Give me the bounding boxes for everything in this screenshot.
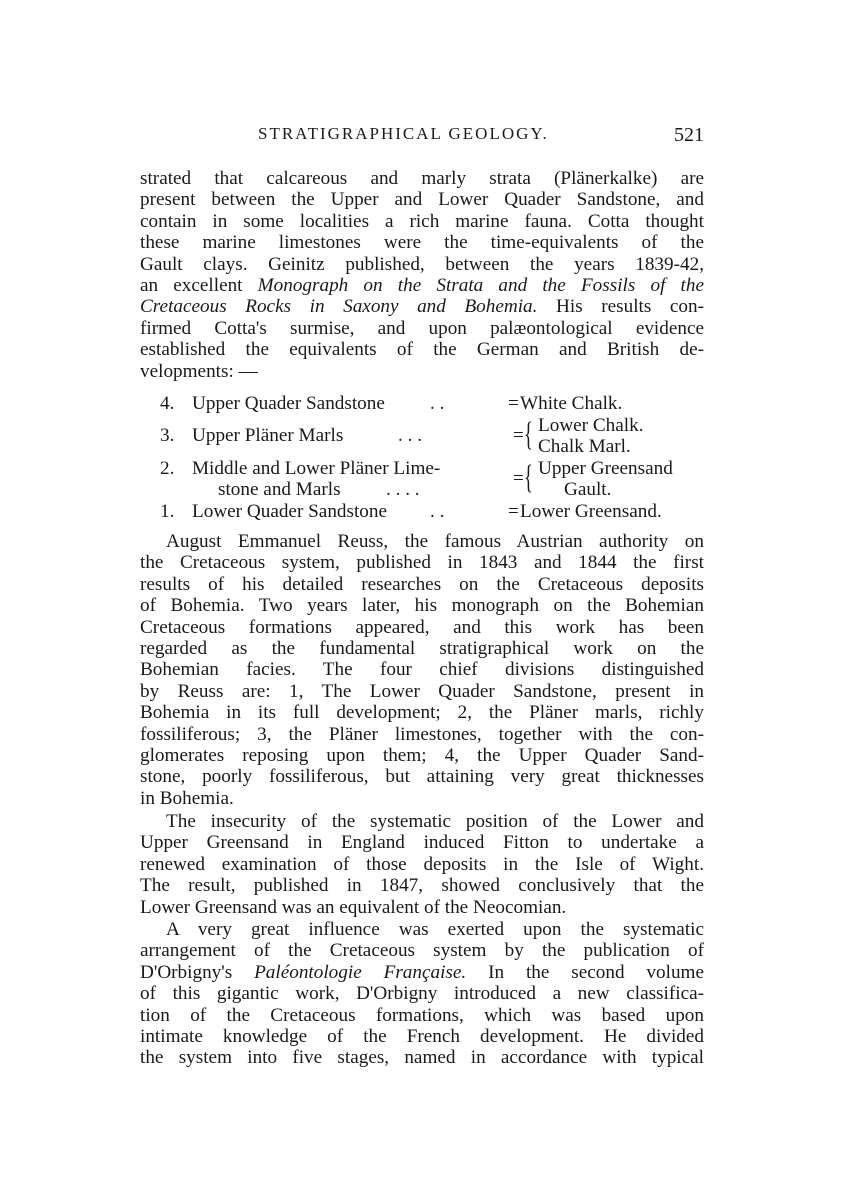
paragraph-4 [140, 919, 704, 1069]
text-line: Cretaceous formations appeared, and this work has been [140, 616, 704, 638]
text-line: the system into five stages, named in accordance with typical [140, 1047, 704, 1069]
table-row [160, 458, 704, 501]
row-number: 3. [160, 424, 175, 446]
text-line: velopments: — [140, 360, 258, 382]
text-run: D'Orbigny's [140, 961, 255, 983]
text-line: fossiliferous; 3, the Pläner limestones, together with the con- [140, 723, 704, 745]
table-row [160, 415, 704, 458]
text-line: firmed Cotta's surmise, and upon palæontological evidence [140, 317, 704, 339]
text-line: strated that calcareous and marly strata (Plänerkalke) are [140, 168, 704, 189]
paragraph-1 [140, 168, 704, 382]
page-number: 521 [674, 124, 704, 146]
german-division: Lower Quader Sandstone [192, 500, 388, 522]
british-equivalent: Gault. [564, 478, 612, 500]
equals-sign: = [513, 424, 524, 446]
text-line: glomerates reposing upon them; 4, the Upper Quader Sand- [140, 744, 704, 766]
text-run: In the second volume [466, 961, 704, 983]
text-line: by Reuss are: 1, The Lower Quader Sandstone, present in [140, 680, 704, 702]
row-number: 1. [160, 500, 175, 522]
british-equivalent: Upper Greensand [538, 457, 673, 479]
text-line: Upper Greensand in England induced Fitton to undertake a [140, 832, 704, 854]
text-line: present between the Upper and Lower Quader Sandstone, and [140, 189, 704, 211]
text-line: established the equivalents of the German and British de- [140, 339, 704, 361]
text-line: Bohemia in its full development; 2, the Pläner marls, richly [140, 702, 704, 724]
book-title-italic: Cretaceous Rocks in Saxony and Bohemia. [140, 296, 538, 318]
text-line: arrangement of the Cretaceous system by the publication of [140, 940, 704, 962]
row-number: 2. [160, 457, 175, 479]
text-line: intimate knowledge of the French development. He divided [140, 1025, 704, 1047]
text-line: Gault clays. Geinitz published, between the years 1839-42, [140, 253, 704, 275]
book-title-italic: Paléontologie Française. [254, 961, 467, 983]
page-header [140, 124, 704, 150]
text-line: A very great influence was exerted upon the systematic [166, 919, 704, 940]
text-line: contain in some localities a rich marine fauna. Cotta thought [140, 210, 704, 232]
leader-dots: . . [430, 500, 445, 522]
text-line: of Bohemia. Two years later, his monograph on the Bohemian [140, 595, 704, 617]
text-line: tion of the Cretaceous formations, which was based upon [140, 1004, 704, 1026]
text-line [140, 296, 704, 317]
text-line: results of his detailed researches on the Cretaceous deposits [140, 573, 704, 595]
german-division: stone and Marls [218, 478, 341, 500]
text-line: The result, published in 1847, showed conclusively that the [140, 875, 704, 897]
running-title: STRATIGRAPHICAL GEOLOGY. [258, 124, 549, 143]
equals-sign: = [508, 393, 519, 414]
brace-symbol: { [524, 415, 533, 453]
text-line [140, 962, 704, 983]
text-line: the Cretaceous system, published in 1843 and 1844 the first [140, 552, 704, 574]
leader-dots: . . . [398, 424, 422, 446]
text-line: stone, poorly fossiliferous, but attaining very great thicknesses [140, 766, 704, 788]
equals-sign: = [513, 467, 524, 489]
german-division: Middle and Lower Pläner Lime- [192, 457, 441, 479]
british-equivalent: Chalk Marl. [538, 435, 631, 457]
paragraph-3 [140, 811, 704, 918]
german-division: Upper Quader Sandstone [192, 393, 385, 414]
text-line: Lower Greensand was an equivalent of the Neocomian. [140, 896, 567, 918]
text-line: these marine limestones were the time-equivalents of the [140, 232, 704, 254]
table-row [160, 501, 704, 523]
text-line: renewed examination of those deposits in the Isle of Wight. [140, 853, 704, 875]
british-equivalent: White Chalk. [520, 393, 623, 414]
text-run: His results con- [537, 296, 704, 318]
text-line: The insecurity of the systematic position of the Lower and [166, 811, 704, 832]
leader-dots: . . . . [386, 478, 420, 500]
british-equivalent: Lower Greensand. [520, 500, 662, 522]
text-line: Bohemian facies. The four chief divisions distinguished [140, 659, 704, 681]
equals-sign: = [508, 500, 519, 522]
equivalents-table [160, 393, 704, 522]
text-line [140, 275, 704, 296]
text-line: regarded as the fundamental stratigraphical work on the [140, 637, 704, 659]
book-title-italic: Monograph on the Strata and the Fossils of the [257, 274, 704, 296]
text-line: of this gigantic work, D'Orbigny introduced a new classifica- [140, 983, 704, 1005]
german-division: Upper Pläner Marls [192, 424, 344, 446]
text-line: in Bohemia. [140, 787, 234, 809]
leader-dots: . . [430, 393, 445, 414]
british-equivalent: Lower Chalk. [538, 414, 644, 436]
text-line: August Emmanuel Reuss, the famous Austrian authority on [166, 531, 704, 552]
text-run: an excellent [140, 274, 258, 296]
paragraph-2 [140, 531, 704, 809]
brace-symbol: { [524, 458, 533, 496]
row-number: 4. [160, 393, 175, 414]
table-row [160, 393, 704, 415]
